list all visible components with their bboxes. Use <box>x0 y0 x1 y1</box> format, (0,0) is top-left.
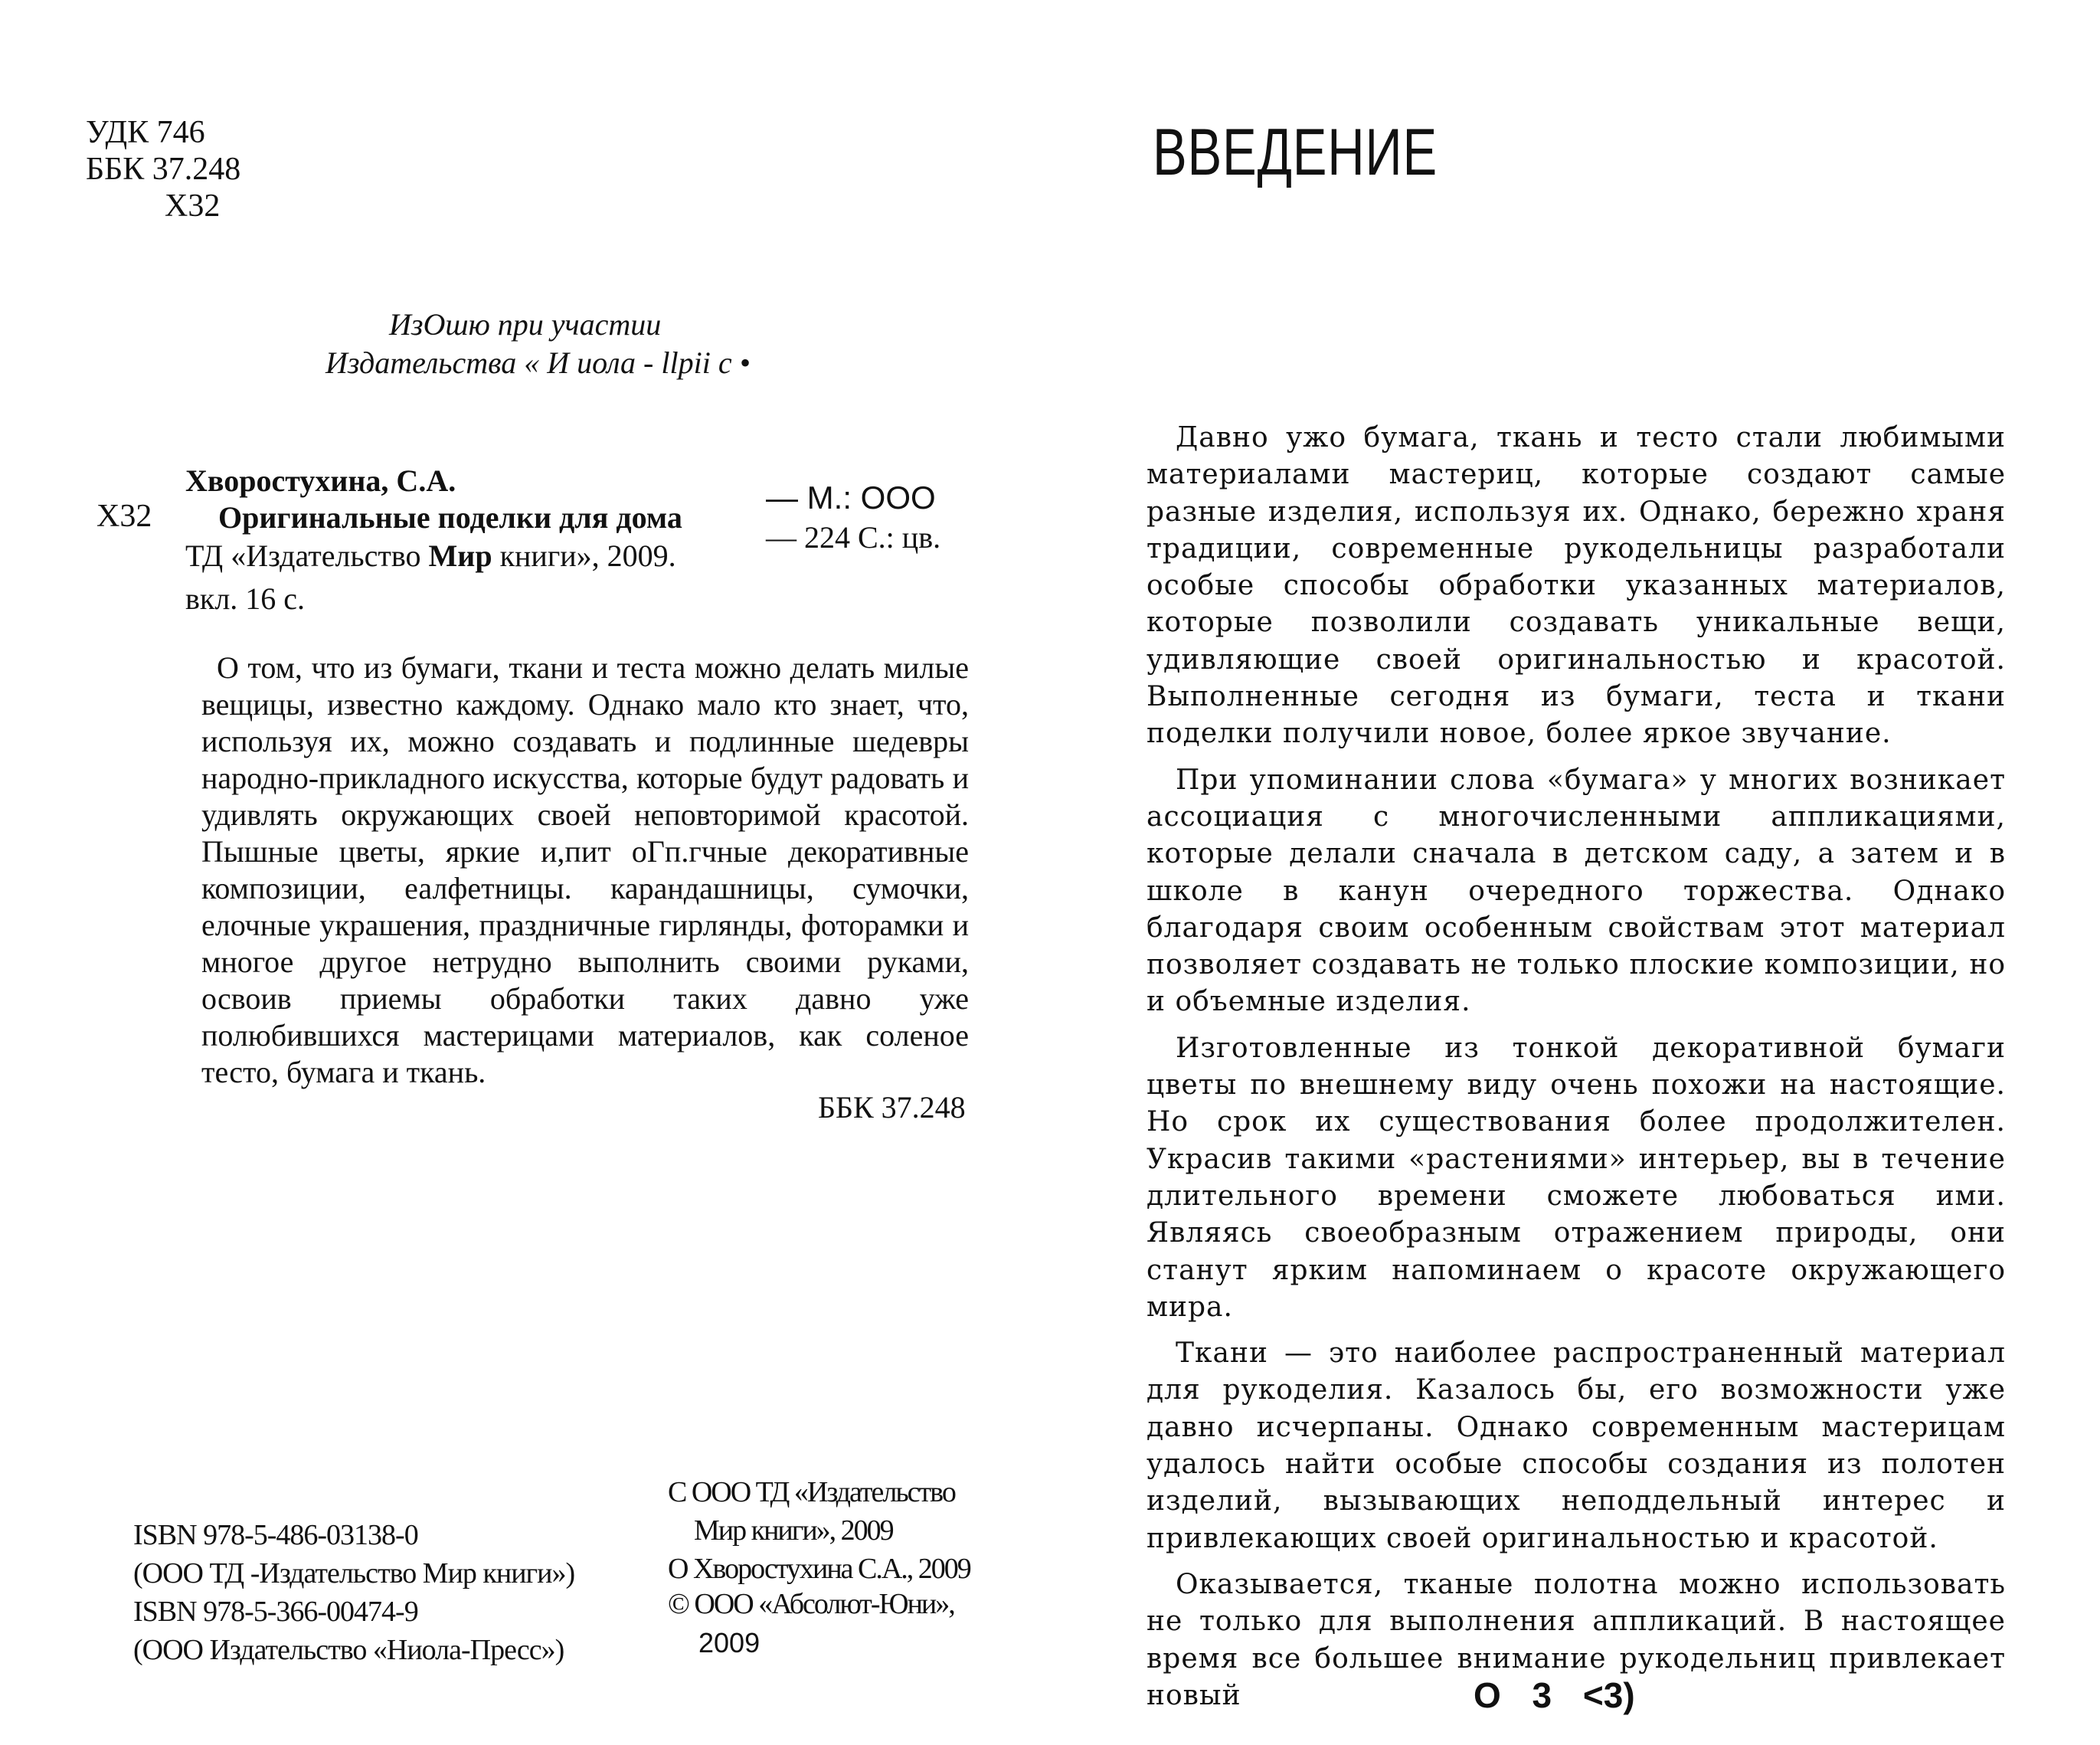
isbn-line-2: (ООО ТД -Издательство Мир книги») <box>133 1557 575 1589</box>
isbn-line-1: ISBN 978-5-486-03138-0 <box>133 1519 418 1551</box>
paragraph: Давно ужо бумага, ткань и тесто стали любимыми материалами мастериц, которые создают самые разные изделия, используя их. Однако, бережно храня традиции, современные рукодельницы разработали особые способы обработки указанных материалов, которые позволили создавать уникальные вещи, удивляющие своей оригинальностью и красотой. Выполненные сегодня из бумаги, теста и ткани поделки получили новое, более яркое звучание. <box>1146 422 2006 750</box>
right-page <box>1050 0 2100 1745</box>
paragraph: При упоминании слова «бумага» у многих возникает ассоциация с многочисленными аппликациями, которые делали сначала в детском саду, а затем и в школе в канун очередного торжества. Однако благодаря своим особенным свойствам этот материал позволяет создавать не только плоские композиции, но и объемные изделия. <box>1146 764 2006 1018</box>
catalog-imprint <box>185 538 676 574</box>
copyright-line-2: Мир книги», 2009 <box>694 1514 893 1547</box>
copyright-line-1: С ООО ТД «Издательство <box>668 1476 955 1508</box>
paragraph: Изготовленные из тонкой декоративной бумаги цветы по внешнему виду очень похожи на настоящие. Но срок их существования более продолжителен. Украсив такими «растениями» интерьер, вы в течение длительного времени сможете любоваться ими. Являясь своеобразным отражением природы, они станут ярким напоминаем о красоте окружающего мира. <box>1146 1032 2006 1323</box>
author-mark: Х32 <box>165 188 221 224</box>
isbn-line-3: ISBN 978-5-366-00474-9 <box>133 1596 418 1628</box>
bbk-bottom: ББК 37.248 <box>818 1090 966 1125</box>
catalog-title: Оригинальные поделки для дома <box>218 500 682 535</box>
copyright-line-5: 2009 <box>698 1627 761 1658</box>
imprint-suffix: книги», 2009. <box>499 539 676 573</box>
publisher-note-line1: ИзОшю при участии <box>389 307 662 342</box>
imprint-bold: Мир <box>428 539 492 573</box>
publisher-note-line2: Издательства « И иола - llpii с • <box>325 345 751 380</box>
catalog-side-code: Х32 <box>96 499 152 534</box>
udk-code: УДК 746 <box>86 115 205 150</box>
isbn-line-4: (ООО Издательство «Ниола-Пресс») <box>133 1634 564 1666</box>
catalog-place: — М.: ООО <box>766 480 936 516</box>
annotation-text: О том, что из бумаги, ткани и теста можно делать милые вещицы, известно каждому. Однако мало кто знает, что, используя их, можно создавать и подлинные шедевры народно-прикладного искусства, которые будут радовать и удивлять окружающих своей неповторимой красотой. Пышные цветы, яркие и,пит оГп.гчные декоративные композиции, еалфетницы. карандашницы, сумочки, елочные украшения, праздничные гирлянды, фоторамки и многое другое нетрудно выполнить своими руками, освоив приемы обработки таких давно уже полюбившихся мастерицами материалов, как соленое тесто, бумага и ткань. <box>201 650 969 1089</box>
intro-body <box>1146 420 2006 1724</box>
copyright-line-4: © ООО «Абсолют-Юни», <box>668 1588 954 1620</box>
page-marks: О 3 <3) <box>1474 1675 1635 1715</box>
catalog-author: Хворостухина, С.А. <box>185 463 456 498</box>
bbk-code: ББК 37.248 <box>86 152 241 187</box>
page-title: ВВЕДЕНИЕ <box>1153 116 1438 189</box>
paragraph: Оказывается, тканые полотна можно использовать не только для выполнения аппликаций. В настоящее время все большее внимание рукодельниц привлекает новый <box>1146 1568 2006 1711</box>
paragraph: Ткани — это наиболее распространенный материал для рукоделия. Казалось бы, его возможности уже давно исчерпаны. Однако современным мастерицам удалось найти особые способы создания из полотен изделий, вызывающих неподдельный интерес и привлекающих своей оригинальностью и красотой. <box>1146 1337 2006 1554</box>
copyright-line-3: О Хворостухина С.А., 2009 <box>668 1553 970 1585</box>
catalog-pages: — 224 С.: цв. <box>766 520 941 555</box>
catalog-inserts: вкл. 16 с. <box>185 581 306 616</box>
imprint-prefix: ТД «Издательство <box>185 539 421 573</box>
